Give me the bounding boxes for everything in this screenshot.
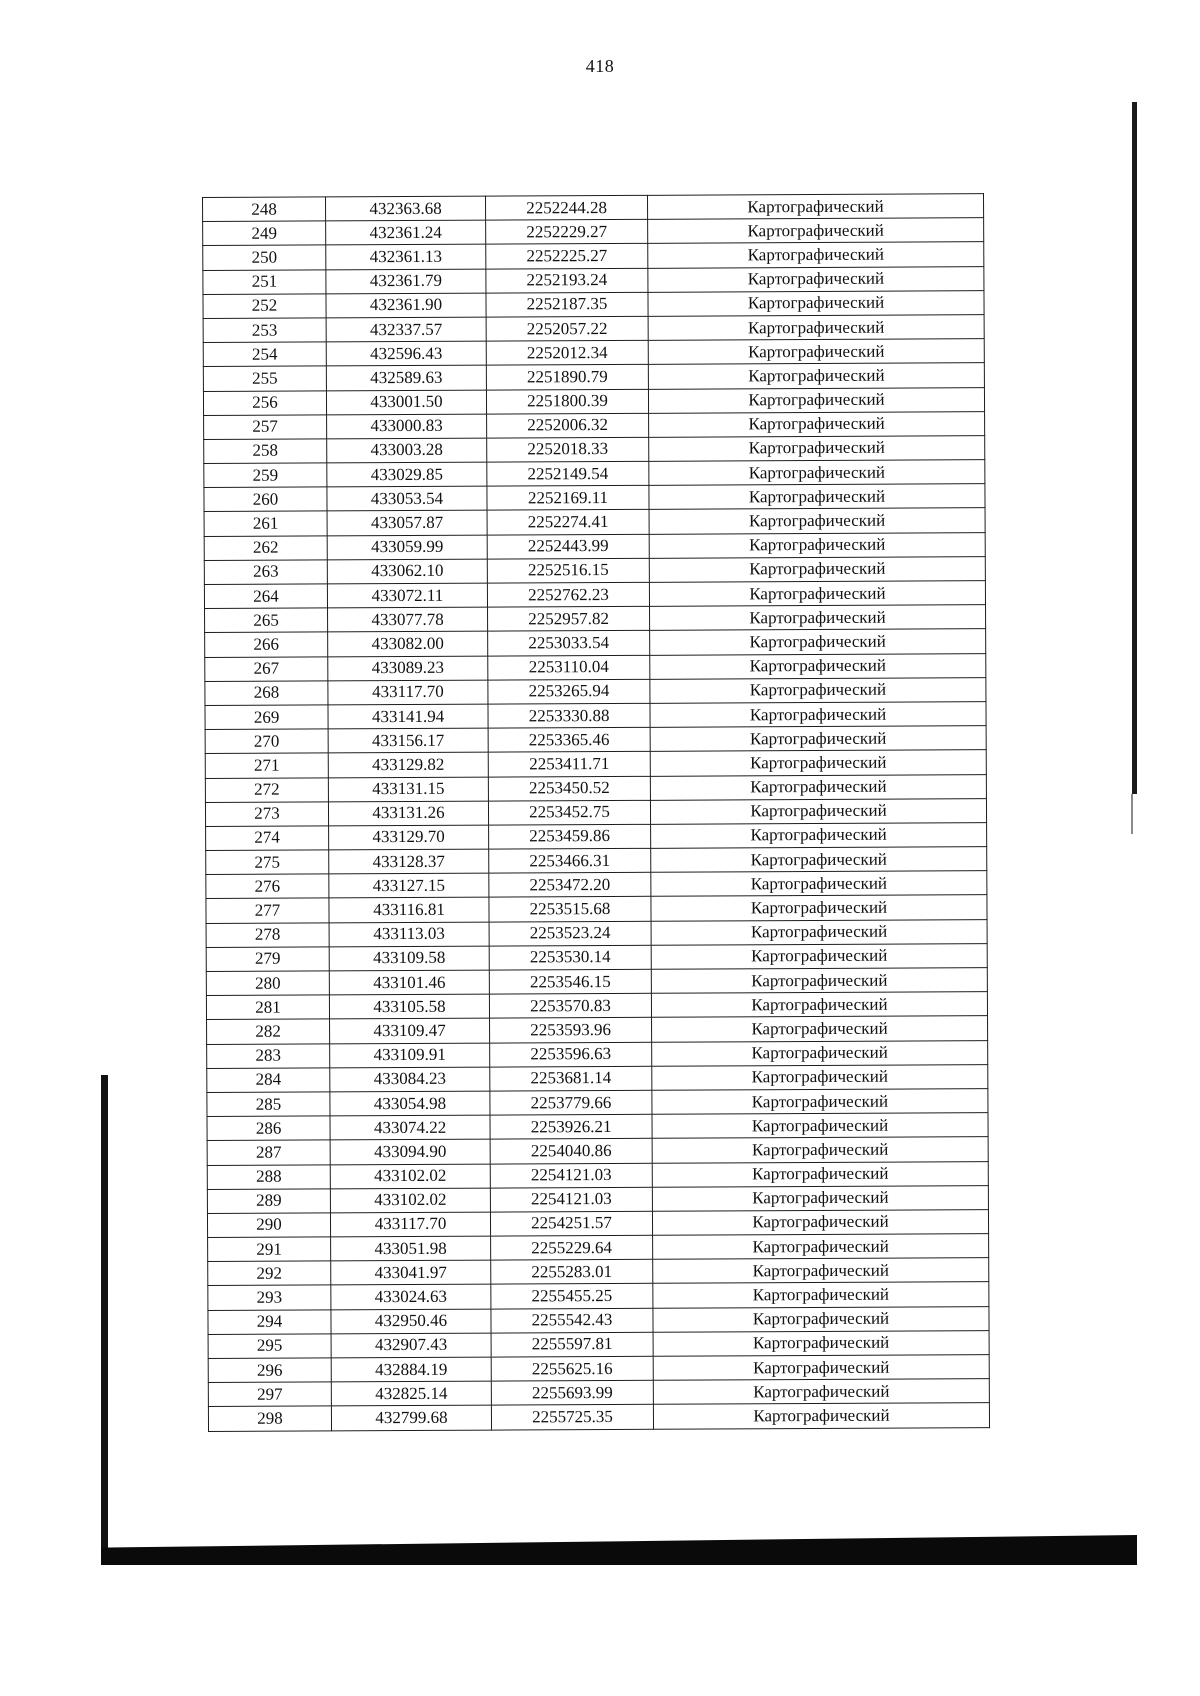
point-number-cell: 258 (204, 439, 327, 464)
x-coordinate-cell: 433109.58 (329, 946, 489, 971)
point-number-cell: 274 (206, 826, 329, 851)
x-coordinate-cell: 433128.37 (329, 849, 489, 874)
method-cell: Картографический (651, 895, 987, 921)
x-coordinate-cell: 432907.43 (331, 1333, 491, 1358)
x-coordinate-cell: 433001.50 (326, 390, 486, 415)
point-number-cell: 283 (207, 1043, 330, 1068)
point-number-cell: 286 (207, 1116, 330, 1141)
method-cell: Картографический (652, 1161, 988, 1187)
x-coordinate-cell: 432337.57 (326, 317, 486, 342)
y-coordinate-cell: 2253459.86 (489, 824, 651, 849)
point-number-cell: 263 (204, 560, 327, 585)
x-coordinate-cell: 433129.70 (329, 825, 489, 850)
x-coordinate-cell: 433129.82 (328, 752, 488, 777)
point-number-cell: 280 (206, 971, 329, 996)
method-cell: Картографический (650, 702, 986, 728)
y-coordinate-cell: 2253452.75 (488, 800, 650, 825)
y-coordinate-cell: 2252006.32 (487, 413, 649, 438)
point-number-cell: 259 (204, 463, 327, 488)
method-cell: Картографический (651, 968, 987, 994)
y-coordinate-cell: 2252274.41 (487, 510, 649, 535)
point-number-cell: 250 (203, 245, 326, 270)
method-cell: Картографический (649, 484, 985, 510)
x-coordinate-cell: 433117.70 (330, 1212, 490, 1237)
point-number-cell: 256 (203, 390, 326, 415)
y-coordinate-cell: 2255625.16 (491, 1356, 653, 1381)
point-number-cell: 249 (203, 221, 326, 246)
method-cell: Картографический (652, 1040, 988, 1066)
method-cell: Картографический (653, 1355, 989, 1381)
method-cell: Картографический (650, 750, 986, 776)
y-coordinate-cell: 2252229.27 (486, 220, 648, 245)
point-number-cell: 282 (207, 1019, 330, 1044)
y-coordinate-cell: 2252018.33 (487, 437, 649, 462)
y-coordinate-cell: 2253365.46 (488, 727, 650, 752)
scan-edge-left (101, 1075, 108, 1565)
scan-edge-bottom (101, 1535, 1137, 1565)
x-coordinate-cell: 432363.68 (326, 196, 486, 221)
x-coordinate-cell: 433089.23 (328, 656, 488, 681)
y-coordinate-cell: 2252012.34 (486, 340, 648, 365)
y-coordinate-cell: 2255693.99 (491, 1380, 653, 1405)
method-cell: Картографический (648, 290, 984, 316)
y-coordinate-cell: 2253523.24 (489, 921, 651, 946)
x-coordinate-cell: 433101.46 (329, 970, 489, 995)
point-number-cell: 294 (208, 1310, 331, 1335)
method-cell: Картографический (648, 387, 984, 413)
method-cell: Картографический (648, 218, 984, 244)
y-coordinate-cell: 2255725.35 (491, 1405, 653, 1430)
x-coordinate-cell: 433072.11 (327, 583, 487, 608)
y-coordinate-cell: 2253546.15 (489, 969, 651, 994)
point-number-cell: 295 (208, 1334, 331, 1359)
point-number-cell: 255 (203, 366, 326, 391)
method-cell: Картографический (652, 1137, 988, 1163)
x-coordinate-cell: 433003.28 (327, 438, 487, 463)
point-number-cell: 269 (205, 705, 328, 730)
point-number-cell: 257 (204, 415, 327, 440)
method-cell: Картографический (647, 194, 983, 220)
x-coordinate-cell: 433116.81 (329, 898, 489, 923)
method-cell: Картографический (649, 581, 985, 607)
y-coordinate-cell: 2253110.04 (488, 655, 650, 680)
table-row (208, 1403, 989, 1431)
point-number-cell: 262 (204, 536, 327, 561)
y-coordinate-cell: 2252187.35 (486, 292, 648, 317)
method-cell: Картографический (653, 1330, 989, 1356)
x-coordinate-cell: 433057.87 (327, 511, 487, 536)
x-coordinate-cell: 433117.70 (328, 680, 488, 705)
y-coordinate-cell: 2252516.15 (487, 558, 649, 583)
point-number-cell: 267 (205, 656, 328, 681)
x-coordinate-cell: 433041.97 (331, 1260, 491, 1285)
scan-edge-right-faint (1131, 794, 1133, 834)
point-number-cell: 293 (208, 1285, 331, 1310)
x-coordinate-cell: 432884.19 (331, 1357, 491, 1382)
y-coordinate-cell: 2252225.27 (486, 244, 648, 269)
x-coordinate-cell: 433053.54 (327, 486, 487, 511)
y-coordinate-cell: 2252193.24 (486, 268, 648, 293)
point-number-cell: 296 (208, 1358, 331, 1383)
method-cell: Картографический (648, 339, 984, 365)
method-cell: Картографический (652, 1089, 988, 1115)
point-number-cell: 289 (207, 1189, 330, 1214)
point-number-cell: 266 (205, 632, 328, 657)
point-number-cell: 277 (206, 898, 329, 923)
y-coordinate-cell: 2252057.22 (486, 316, 648, 341)
y-coordinate-cell: 2255455.25 (491, 1284, 653, 1309)
y-coordinate-cell: 2254251.57 (490, 1211, 652, 1236)
x-coordinate-cell: 433113.03 (329, 922, 489, 947)
x-coordinate-cell: 433156.17 (328, 728, 488, 753)
method-cell: Картографический (649, 508, 985, 534)
x-coordinate-cell: 433000.83 (327, 414, 487, 439)
method-cell: Картографический (651, 992, 987, 1018)
method-cell: Картографический (650, 629, 986, 655)
y-coordinate-cell: 2252149.54 (487, 461, 649, 486)
point-number-cell: 276 (206, 874, 329, 899)
page-number: 418 (585, 56, 615, 76)
y-coordinate-cell: 2253330.88 (488, 703, 650, 728)
x-coordinate-cell: 433051.98 (331, 1236, 491, 1261)
y-coordinate-cell: 2253779.66 (490, 1090, 652, 1115)
point-number-cell: 268 (205, 681, 328, 706)
method-cell: Картографический (652, 1210, 988, 1236)
x-coordinate-cell: 433105.58 (329, 994, 489, 1019)
x-coordinate-cell: 433077.78 (328, 607, 488, 632)
method-cell: Картографический (648, 363, 984, 389)
method-cell: Картографический (652, 1113, 988, 1139)
y-coordinate-cell: 2253926.21 (490, 1114, 652, 1139)
y-coordinate-cell: 2253450.52 (488, 776, 650, 801)
method-cell: Картографический (651, 847, 987, 873)
y-coordinate-cell: 2255283.01 (491, 1260, 653, 1285)
method-cell: Картографический (649, 436, 985, 462)
point-number-cell: 279 (206, 947, 329, 972)
x-coordinate-cell: 432589.63 (326, 365, 486, 390)
y-coordinate-cell: 2253596.63 (490, 1042, 652, 1067)
y-coordinate-cell: 2254040.86 (490, 1139, 652, 1164)
y-coordinate-cell: 2254121.03 (490, 1163, 652, 1188)
method-cell: Картографический (649, 532, 985, 558)
point-number-cell: 292 (208, 1261, 331, 1286)
x-coordinate-cell: 432596.43 (326, 341, 486, 366)
x-coordinate-cell: 433059.99 (327, 535, 487, 560)
y-coordinate-cell: 2255229.64 (491, 1235, 653, 1260)
y-coordinate-cell: 2253472.20 (489, 873, 651, 898)
method-cell: Картографический (649, 556, 985, 582)
x-coordinate-cell: 433141.94 (328, 704, 488, 729)
x-coordinate-cell: 433084.23 (330, 1067, 490, 1092)
y-coordinate-cell: 2252762.23 (487, 582, 649, 607)
method-cell: Картографический (653, 1234, 989, 1260)
y-coordinate-cell: 2253265.94 (488, 679, 650, 704)
point-number-cell: 298 (208, 1406, 331, 1431)
point-number-cell: 272 (205, 777, 328, 802)
method-cell: Картографический (650, 653, 986, 679)
point-number-cell: 275 (206, 850, 329, 875)
y-coordinate-cell: 2253681.14 (490, 1066, 652, 1091)
x-coordinate-cell: 433131.26 (328, 801, 488, 826)
y-coordinate-cell: 2253411.71 (488, 752, 650, 777)
x-coordinate-cell: 433127.15 (329, 873, 489, 898)
method-cell: Картографический (648, 315, 984, 341)
point-number-cell: 278 (206, 923, 329, 948)
point-number-cell: 261 (204, 511, 327, 536)
point-number-cell: 264 (204, 584, 327, 609)
x-coordinate-cell: 432950.46 (331, 1309, 491, 1334)
method-cell: Картографический (652, 1016, 988, 1042)
x-coordinate-cell: 433131.15 (328, 777, 488, 802)
method-cell: Картографический (653, 1258, 989, 1284)
scan-edge-right (1132, 102, 1137, 794)
y-coordinate-cell: 2252169.11 (487, 486, 649, 511)
method-cell: Картографический (650, 798, 986, 824)
method-cell: Картографический (653, 1403, 989, 1429)
x-coordinate-cell: 433109.47 (330, 1018, 490, 1043)
point-number-cell: 252 (203, 294, 326, 319)
point-number-cell: 260 (204, 487, 327, 512)
method-cell: Картографический (652, 1064, 988, 1090)
x-coordinate-cell: 433074.22 (330, 1115, 490, 1140)
point-number-cell: 273 (205, 802, 328, 827)
x-coordinate-cell: 432361.24 (326, 220, 486, 245)
y-coordinate-cell: 2252244.28 (485, 195, 647, 220)
x-coordinate-cell: 433102.02 (330, 1188, 490, 1213)
method-cell: Картографический (648, 266, 984, 292)
point-number-cell: 297 (208, 1382, 331, 1407)
y-coordinate-cell: 2255542.43 (491, 1308, 653, 1333)
method-cell: Картографический (650, 605, 986, 631)
y-coordinate-cell: 2251800.39 (486, 389, 648, 414)
point-number-cell: 291 (208, 1237, 331, 1262)
point-number-cell: 271 (205, 753, 328, 778)
point-number-cell: 284 (207, 1068, 330, 1093)
method-cell: Картографический (651, 823, 987, 849)
x-coordinate-cell: 433102.02 (330, 1164, 490, 1189)
point-number-cell: 285 (207, 1092, 330, 1117)
x-coordinate-cell: 433094.90 (330, 1139, 490, 1164)
x-coordinate-cell: 433029.85 (327, 462, 487, 487)
y-coordinate-cell: 2253530.14 (489, 945, 651, 970)
point-number-cell: 287 (207, 1140, 330, 1165)
method-cell: Картографический (653, 1282, 989, 1308)
point-number-cell: 254 (203, 342, 326, 367)
x-coordinate-cell: 432361.13 (326, 244, 486, 269)
method-cell: Картографический (648, 242, 984, 268)
point-number-cell: 253 (203, 318, 326, 343)
coordinates-table-body (203, 194, 990, 1431)
method-cell: Картографический (652, 1185, 988, 1211)
x-coordinate-cell: 433054.98 (330, 1091, 490, 1116)
point-number-cell: 265 (205, 608, 328, 633)
x-coordinate-cell: 432361.79 (326, 269, 486, 294)
coordinates-table (202, 193, 990, 1431)
y-coordinate-cell: 2253033.54 (488, 631, 650, 656)
point-number-cell: 248 (203, 197, 326, 222)
y-coordinate-cell: 2253570.83 (489, 994, 651, 1019)
method-cell: Картографический (651, 871, 987, 897)
point-number-cell: 270 (205, 729, 328, 754)
y-coordinate-cell: 2253515.68 (489, 897, 651, 922)
method-cell: Картографический (650, 677, 986, 703)
point-number-cell: 288 (207, 1164, 330, 1189)
y-coordinate-cell: 2255597.81 (491, 1332, 653, 1357)
method-cell: Картографический (649, 460, 985, 486)
x-coordinate-cell: 432825.14 (331, 1381, 491, 1406)
x-coordinate-cell: 433062.10 (327, 559, 487, 584)
method-cell: Картографический (650, 726, 986, 752)
x-coordinate-cell: 433082.00 (328, 631, 488, 656)
y-coordinate-cell: 2252443.99 (487, 534, 649, 559)
method-cell: Картографический (649, 411, 985, 437)
x-coordinate-cell: 432799.68 (331, 1405, 491, 1430)
method-cell: Картографический (651, 943, 987, 969)
point-number-cell: 290 (207, 1213, 330, 1238)
point-number-cell: 281 (206, 995, 329, 1020)
x-coordinate-cell: 432361.90 (326, 293, 486, 318)
x-coordinate-cell: 433109.91 (330, 1043, 490, 1068)
y-coordinate-cell: 2253593.96 (490, 1018, 652, 1043)
method-cell: Картографический (651, 919, 987, 945)
method-cell: Картографический (653, 1306, 989, 1332)
method-cell: Картографический (653, 1379, 989, 1405)
y-coordinate-cell: 2254121.03 (490, 1187, 652, 1212)
y-coordinate-cell: 2253466.31 (489, 848, 651, 873)
x-coordinate-cell: 433024.63 (331, 1285, 491, 1310)
point-number-cell: 251 (203, 269, 326, 294)
y-coordinate-cell: 2251890.79 (486, 365, 648, 390)
y-coordinate-cell: 2252957.82 (488, 607, 650, 632)
method-cell: Картографический (650, 774, 986, 800)
